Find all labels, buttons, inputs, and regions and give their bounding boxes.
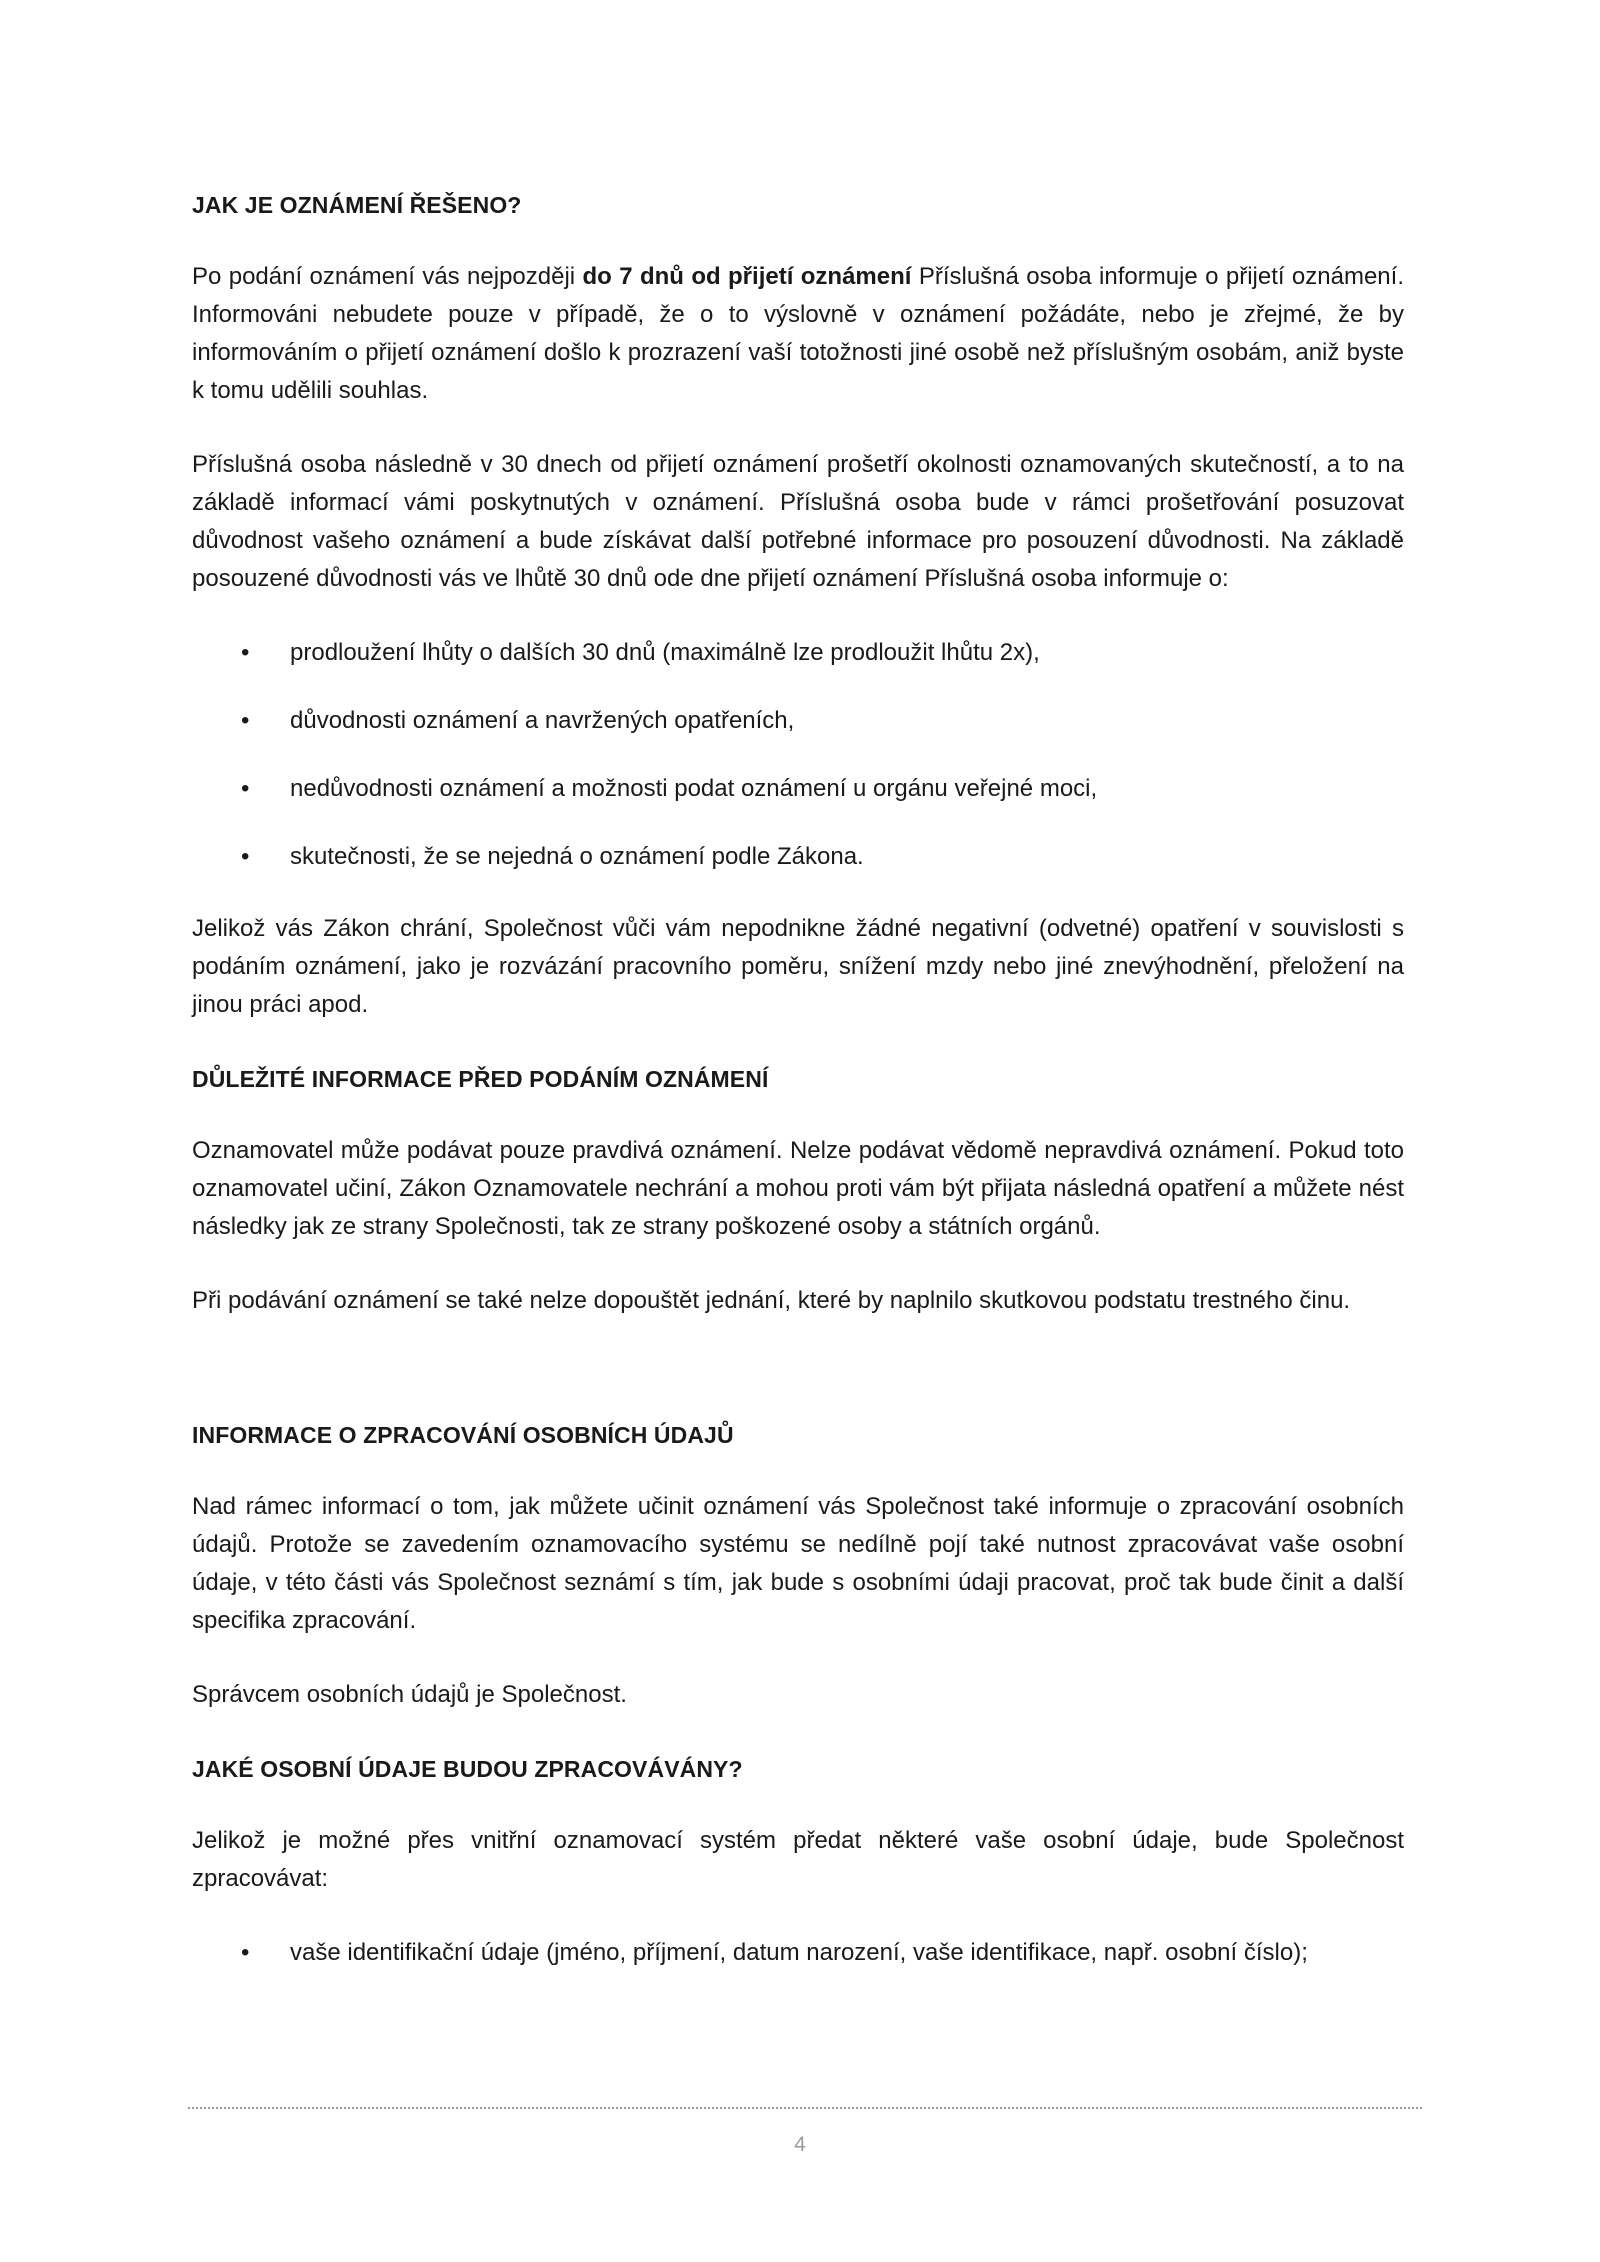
paragraph-personal-data-2: Správcem osobních údajů je Společnost.: [192, 1681, 627, 1708]
paragraph-important-2: Při podávání oznámení se také nelze dopouštět jednání, které by naplnilo skutkovou podstatu trestného činu.: [192, 1287, 1351, 1314]
list-item: [192, 634, 1404, 672]
bullet-icon: •: [241, 1939, 250, 1966]
document-body: [192, 186, 1404, 2006]
bullet-icon: •: [241, 707, 250, 734]
heading-important: DŮLEŽITÉ INFORMACE PŘED PODÁNÍM OZNÁMENÍ: [192, 1066, 769, 1092]
footer-divider: [188, 2107, 1422, 2109]
paragraph-which-data-1: Jelikož je možné přes vnitřní oznamovací systém předat některé vaše osobní údaje, bude Společnost zpracovávat:: [192, 1827, 1404, 1892]
page-number: 4: [794, 2133, 806, 2156]
list-item: [192, 702, 1404, 740]
bullet-icon: •: [241, 639, 250, 666]
list-item-text: důvodnosti oznámení a navržených opatřeních,: [290, 707, 795, 734]
deadline-highlight: do 7 dnů od přijetí oznámení: [582, 263, 912, 290]
paragraph-handling-1-start: Po podání oznámení vás nejpozději: [192, 263, 583, 290]
heading-handling: JAK JE OZNÁMENÍ ŘEŠENO?: [192, 192, 522, 218]
paragraph-handling-1: [192, 258, 1404, 410]
paragraph-handling-3: Jelikož vás Zákon chrání, Společnost vůči vám nepodnikne žádné negativní (odvetné) opatření v souvislosti s podáním oznámení, jako je rozvázání pracovního poměru, snížení mzdy nebo jiné znevýhodnění, přeložení na jinou práci apod.: [192, 915, 1404, 1018]
paragraph-handling-1-end: Příslušná osoba informuje o přijetí oznámení. Informováni nebudete pouze v případě, že o to výslovně v oznámení požádáte, nebo je zřejmé, že by informováním o přijetí oznámení došlo k prozrazení vaší totožnosti jiné osobě než příslušným osobám, aniž byste k tomu udělili souhlas.: [192, 263, 1404, 404]
list-item-text: vaše identifikační údaje (jméno, příjmení, datum narození, vaše identifikace, např. osobní číslo);: [290, 1939, 1308, 1966]
heading-personal-data: INFORMACE O ZPRACOVÁNÍ OSOBNÍCH ÚDAJŮ: [192, 1422, 734, 1448]
list-item-text: nedůvodnosti oznámení a možnosti podat oznámení u orgánu veřejné moci,: [290, 775, 1098, 802]
bullet-icon: •: [241, 775, 250, 802]
paragraph-important-1: Oznamovatel může podávat pouze pravdivá oznámení. Nelze podávat vědomě nepravdivá oznámení. Pokud toto oznamovatel učiní, Zákon Oznamovatele nechrání a mohou proti vám být přijata následná opatření a můžete nést následky jak ze strany Společnosti, tak ze strany poškozené osoby a státních orgánů.: [192, 1137, 1404, 1240]
paragraph-personal-data-1: Nad rámec informací o tom, jak můžete učinit oznámení vás Společnost také informuje o zpracování osobních údajů. Protože se zavedením oznamovacího systému se nedílně pojí také nutnost zpracovávat vaše osobní údaje, v této části vás Společnost seznámí s tím, jak bude s osobními údaji pracovat, proč tak bude činit a další specifika zpracování.: [192, 1493, 1404, 1634]
list-item: [192, 1934, 1404, 1972]
outcome-list: [192, 634, 1404, 876]
list-item-text: prodloužení lhůty o dalších 30 dnů (maximálně lze prodloužit lhůtu 2x),: [290, 639, 1040, 666]
data-category-list: [192, 1934, 1404, 1972]
heading-which-data: JAKÉ OSOBNÍ ÚDAJE BUDOU ZPRACOVÁVÁNY?: [192, 1756, 743, 1782]
list-item-text: skutečnosti, že se nejedná o oznámení podle Zákona.: [290, 843, 864, 870]
paragraph-handling-2: Příslušná osoba následně v 30 dnech od přijetí oznámení prošetří okolnosti oznamovaných skutečností, a to na základě informací vámi poskytnutých v oznámení. Příslušná osoba bude v rámci prošetřování posuzovat důvodnost vašeho oznámení a bude získávat další potřebné informace pro posouzení důvodnosti. Na základě posouzené důvodnosti vás ve lhůtě 30 dnů ode dne přijetí oznámení Příslušná osoba informuje o:: [192, 451, 1404, 592]
list-item: [192, 770, 1404, 808]
list-item: [192, 838, 1404, 876]
bullet-icon: •: [241, 843, 250, 870]
